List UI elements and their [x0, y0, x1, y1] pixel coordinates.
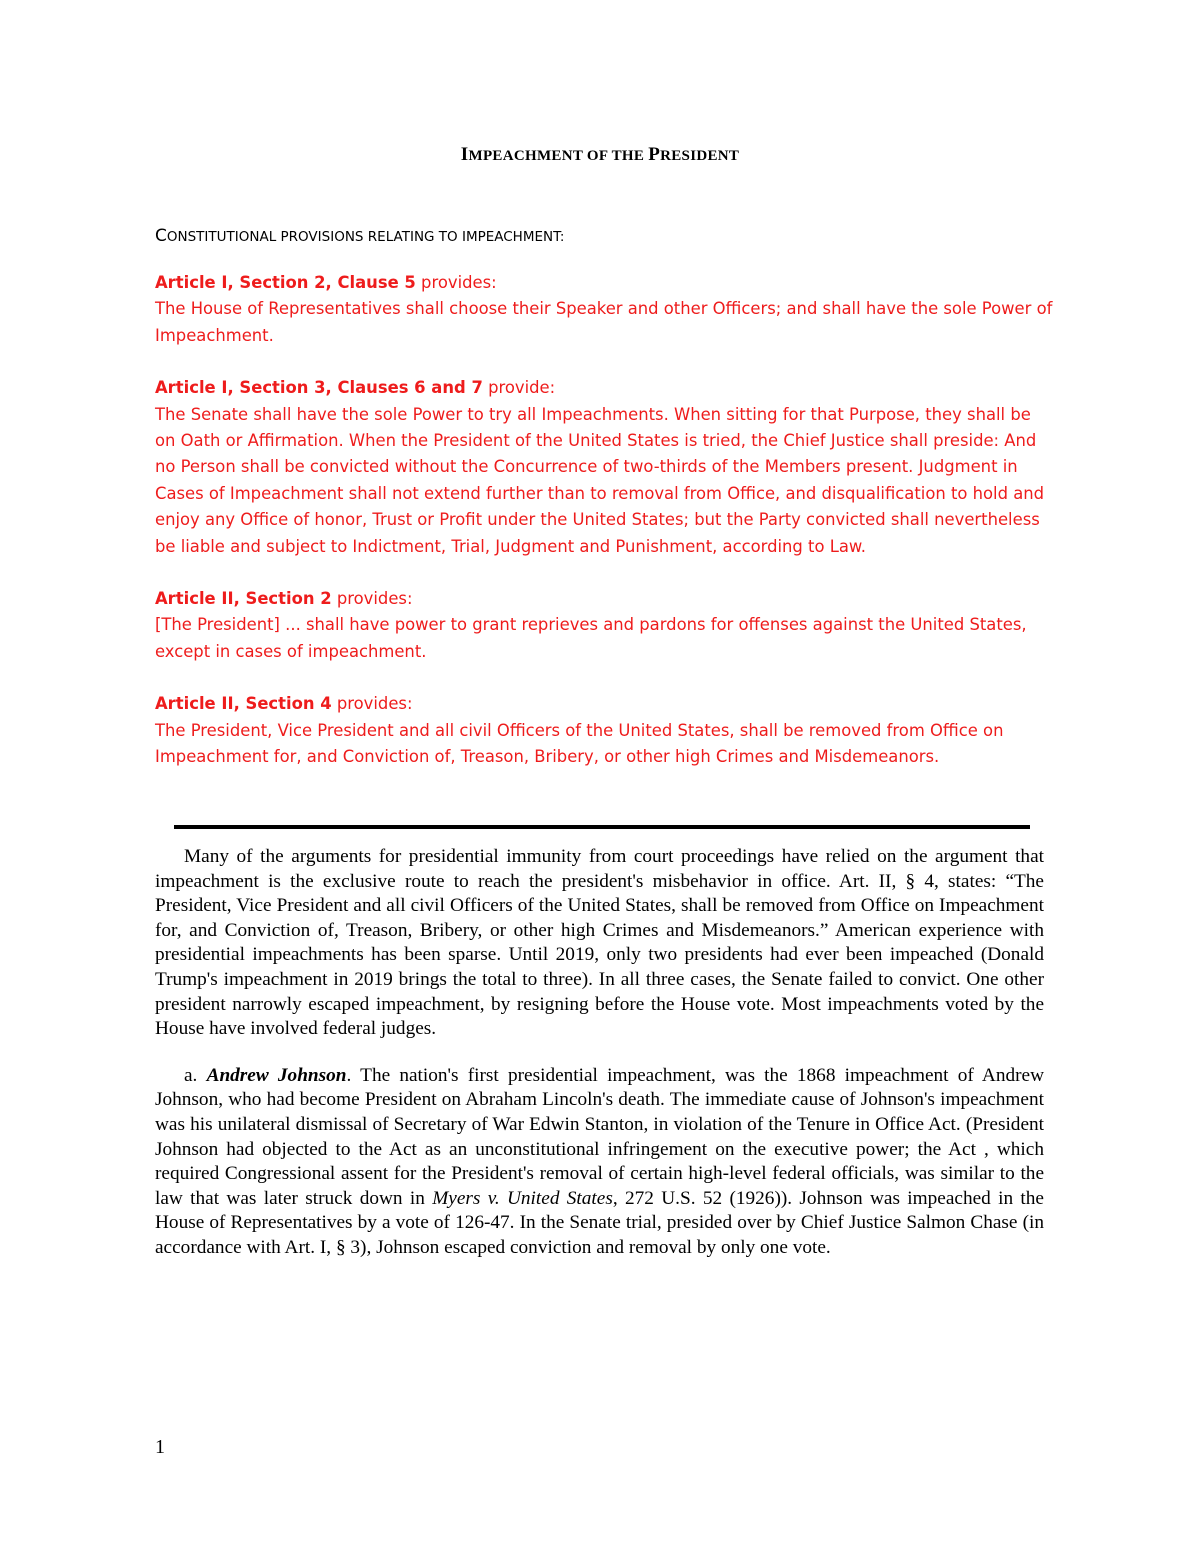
provision-citation: Article I, Section 3, Clauses 6 and 7	[155, 378, 483, 398]
title-initial-1: I	[460, 144, 469, 165]
provision-heading	[155, 375, 1055, 401]
provision-art2-sec4	[155, 691, 1055, 770]
paragraph-text-part-1: . The nation's first presidential impeachment, was the 1868 impeachment of Andrew Johnson, who had become President on Abraham Lincoln's death. The immediate cause of Johnson's impeachment was his unilateral dismissal of Secretary of War Edwin Stanton, in violation of the Tenure in Office Act. (President Johnson had objected to the Act as an unconstitutional infringement on the executive power; the Act , which required Congressional assent for the President's removal of certain high-level federal officials, was similar to the law that was later struck down in	[155, 1064, 1045, 1209]
provision-citation: Article II, Section 4	[155, 694, 332, 714]
provision-verb: provides:	[331, 589, 413, 609]
provision-citation: Article I, Section 2, Clause 5	[155, 273, 416, 292]
subsection-name: Andrew Johnson	[206, 1064, 347, 1086]
provision-heading	[155, 586, 1055, 612]
paragraph-text-part-2: , 272 U.S. 52 (1926)). Johnson was impeached in the House of Representatives by a vote of 126-47. In the Senate trial, presided over by Chief Justice Salmon Chase (in accordance with Art. I, § 3), Johnson escaped conviction and removal by only one vote.	[155, 1187, 1044, 1258]
case-citation: Myers v. United States	[432, 1187, 613, 1209]
provision-art2-sec2	[155, 586, 1055, 665]
body-paragraph-andrew-johnson	[155, 1064, 1044, 1261]
title-initial-2: P	[648, 144, 661, 165]
provision-text: The President, Vice President and all civil Officers of the United States, shall be removed from Office on Impeachment for, and Conviction of, Treason, Bribery, or other high Crimes and Misdemeanors.	[155, 720, 1004, 767]
provision-heading	[155, 691, 1055, 717]
provision-heading	[155, 270, 1055, 296]
title-small-caps-2: RESIDENT	[660, 148, 740, 164]
provision-text: The House of Representatives shall choose their Speaker and other Officers; and shall have the sole Power of Impeachment.	[155, 299, 1053, 345]
body-text	[155, 845, 1044, 1283]
body-paragraph-intro: Many of the arguments for presidential immunity from court proceedings have relied on the argument that impeachment is the exclusive route to reach the president's misbehavior in office. Art. II, § 4, states: “The President, Vice President and all civil Officers of the United States, shall be removed from Office on Impeachment for, and Conviction of, Treason, Bribery, or other high Crimes and Misdemeanors.” American experience with presidential impeachments has been sparse. Until 2019, only two presidents had ever been impeached (Donald Trump's impeachment in 2019 brings the total to three). In all three cases, the Senate failed to convict. One other president narrowly escaped impeachment, by resigning before the House vote. Most impeachments voted by the House have involved federal judges.	[155, 846, 1044, 1040]
constitutional-provisions	[155, 270, 1055, 797]
provision-art1-sec3	[155, 375, 1055, 560]
provision-text: [The President] ... shall have power to grant reprieves and pardons for offenses against the United States, except in cases of impeachment.	[155, 615, 1027, 661]
section-heading-small-caps: ONSTITUTIONAL PROVISIONS RELATING TO IMPEACHMENT:	[166, 229, 565, 245]
provision-verb: provides:	[415, 273, 497, 292]
provision-verb: provides:	[331, 694, 413, 714]
section-heading	[155, 226, 564, 246]
provision-text: The Senate shall have the sole Power to try all Impeachments. When sitting for that Purpose, they shall be on Oath or Affirmation. When the President of the United States is tried, the Chief Justice shall preside: And no Person shall be convicted without the Concurrence of two-thirds of the Members present. Judgment in Cases of Impeachment shall not extend further than to removal from Office, and disqualification to hold and enjoy any Office of honor, Trust or Profit under the United States; but the Party convicted shall nevertheless be liable and subject to Indictment, Trial, Judgment and Punishment, according to Law.	[155, 404, 1045, 556]
provision-verb: provide:	[482, 378, 556, 398]
document-title	[0, 144, 1200, 166]
page-number: 1	[155, 1436, 165, 1458]
provision-art1-sec2	[155, 270, 1055, 349]
provision-citation: Article II, Section 2	[155, 589, 332, 609]
section-heading-initial: C	[155, 226, 167, 246]
horizontal-divider	[174, 825, 1030, 829]
list-label: a.	[184, 1064, 207, 1086]
title-small-caps-1: MPEACHMENT OF THE	[468, 148, 649, 164]
